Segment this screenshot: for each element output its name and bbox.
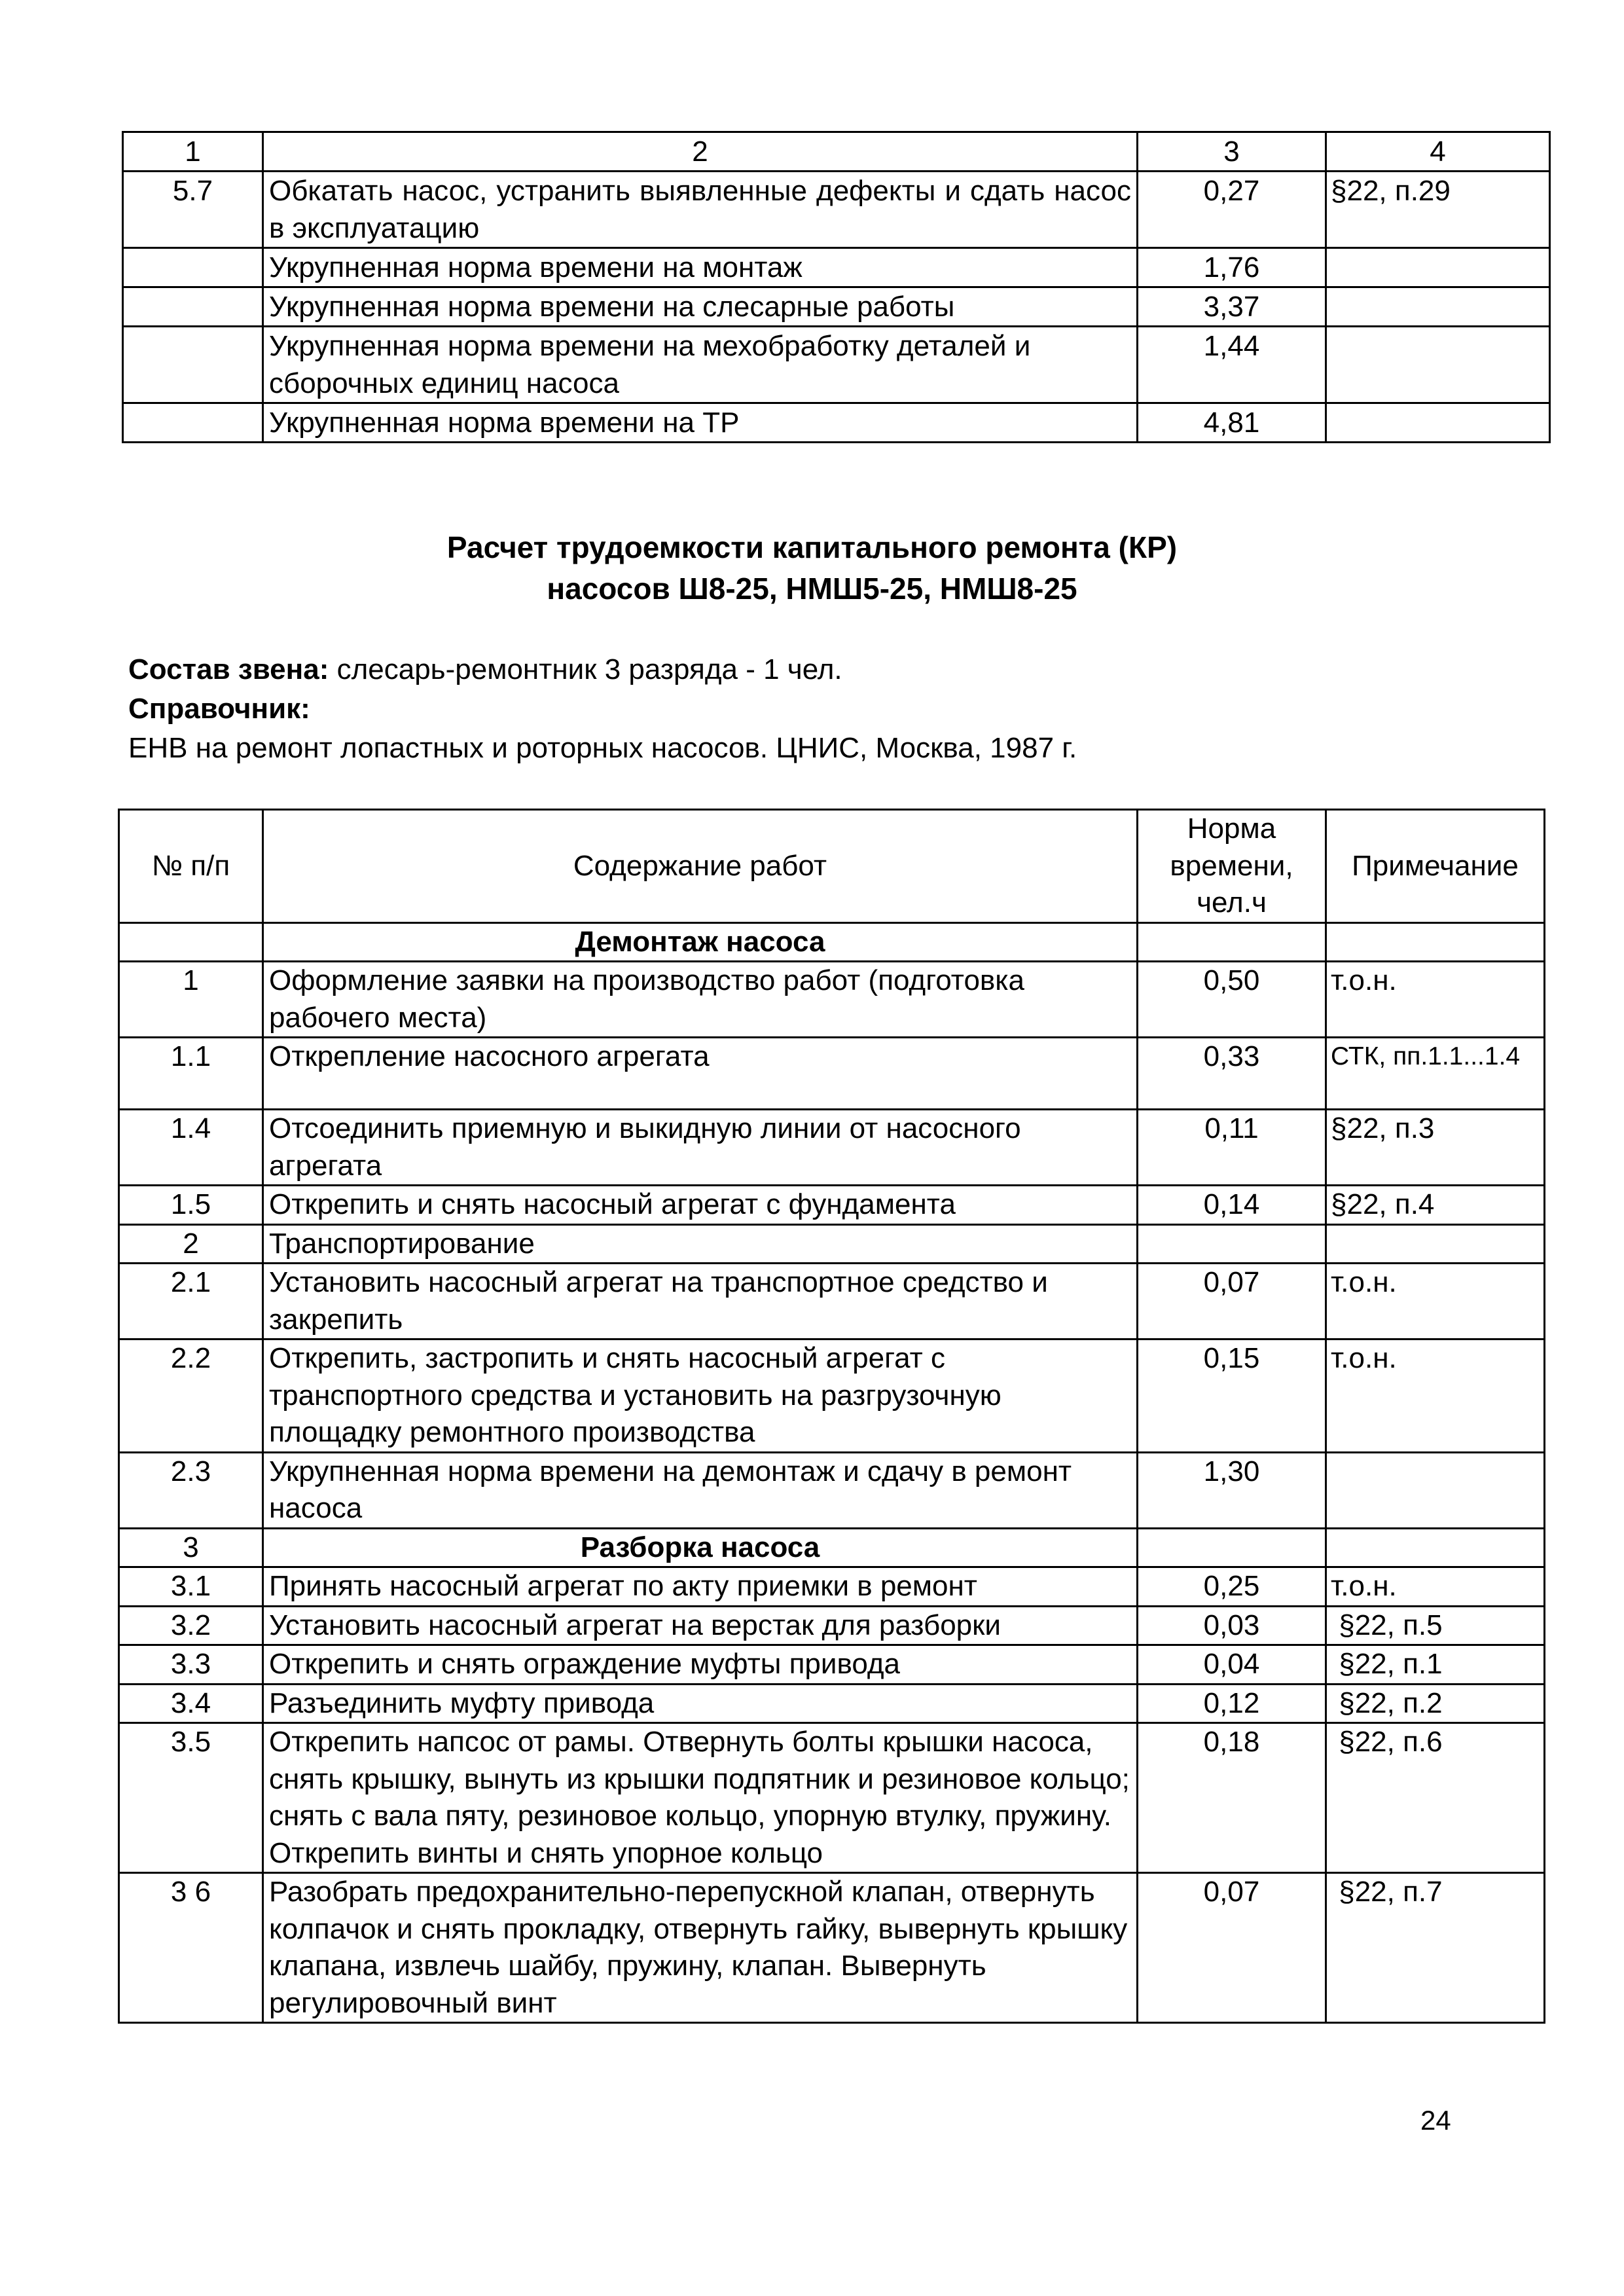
- row-note: §22, п.6: [1326, 1723, 1545, 1873]
- row-number: 2.2: [119, 1339, 263, 1453]
- row-note: [1326, 403, 1550, 443]
- row-note: т.о.н.: [1326, 1339, 1545, 1453]
- row-norm: 4,81: [1138, 403, 1326, 443]
- row-text: Транспортирование: [263, 1224, 1138, 1264]
- row-note: §22, п.5: [1326, 1606, 1545, 1645]
- table-row: [123, 248, 1550, 287]
- row-note: §22, п.3: [1326, 1110, 1545, 1186]
- row-number: 3.5: [119, 1723, 263, 1873]
- table-row: [119, 1186, 1545, 1225]
- row-number: 3.4: [119, 1684, 263, 1723]
- row-text: Открепление насосного агрегата: [263, 1038, 1138, 1110]
- row-number: 2.1: [119, 1264, 263, 1339]
- row-number: [123, 248, 263, 287]
- table-row: [119, 962, 1545, 1038]
- row-text: Разъединить муфту привода: [263, 1684, 1138, 1723]
- row-norm: [1138, 922, 1326, 962]
- row-text: Укрупненная норма времени на мехобработку деталей и сборочных единиц насоса: [263, 327, 1138, 403]
- table-row: [119, 1110, 1545, 1186]
- column-number: 3: [1138, 132, 1326, 172]
- row-note: т.о.н.: [1326, 962, 1545, 1038]
- table-row: [119, 1038, 1545, 1110]
- row-text: Открепить и снять насосный агрегат с фундамента: [263, 1186, 1138, 1225]
- row-norm: 0,04: [1138, 1645, 1326, 1685]
- row-number: 3 6: [119, 1873, 263, 2023]
- row-norm: 3,37: [1138, 287, 1326, 327]
- table-header-row: [123, 132, 1550, 172]
- row-note: §22, п.2: [1326, 1684, 1545, 1723]
- table-row: [119, 1264, 1545, 1339]
- row-norm: 0,25: [1138, 1567, 1326, 1607]
- row-text: Отсоединить приемную и выкидную линии от насосного агрегата: [263, 1110, 1138, 1186]
- row-text: Укрупненная норма времени на слесарные работы: [263, 287, 1138, 327]
- table-row: [119, 1723, 1545, 1873]
- header-num: № п/п: [119, 810, 263, 923]
- row-norm: [1138, 1528, 1326, 1567]
- row-norm: 1,76: [1138, 248, 1326, 287]
- row-note: СТК, пп.1.1...1.4: [1326, 1038, 1545, 1110]
- header-text: Содержание работ: [263, 810, 1138, 923]
- row-number: 3: [119, 1528, 263, 1567]
- table-row: [119, 1684, 1545, 1723]
- row-norm: 1,30: [1138, 1452, 1326, 1528]
- row-text: Обкатать насос, устранить выявленные дефекты и сдать насос в эксплуатацию: [263, 172, 1138, 248]
- row-norm: [1138, 1224, 1326, 1264]
- row-number: 1.5: [119, 1186, 263, 1225]
- row-norm: 0,07: [1138, 1264, 1326, 1339]
- row-text: Укрупненная норма времени на демонтаж и сдачу в ремонт насоса: [263, 1452, 1138, 1528]
- main-table: [118, 809, 1545, 2024]
- row-text: Разобрать предохранительно-перепускной клапан, отвернуть колпачок и снять прокладку, отвернуть гайку, вывернуть крышку клапана, извлечь шайбу, пружину, клапан. Вывернуть регулировочный винт: [263, 1873, 1138, 2023]
- row-norm: 0,12: [1138, 1684, 1326, 1723]
- row-note: [1326, 327, 1550, 403]
- table-row: [123, 172, 1550, 248]
- section-row: [119, 922, 1545, 962]
- row-norm: 0,03: [1138, 1606, 1326, 1645]
- table-row: [119, 1645, 1545, 1685]
- row-note: §22, п.29: [1326, 172, 1550, 248]
- row-number: 1.4: [119, 1110, 263, 1186]
- table-header-row: [119, 810, 1545, 923]
- row-number: 1.1: [119, 1038, 263, 1110]
- row-note: [1326, 287, 1550, 327]
- reference-label: [128, 691, 310, 727]
- row-note: [1326, 1528, 1545, 1567]
- row-number: [123, 287, 263, 327]
- crew-value: слесарь-ремонтник 3 разряда - 1 чел.: [329, 653, 842, 685]
- row-text: Оформление заявки на производство работ (подготовка рабочего места): [263, 962, 1138, 1038]
- table-row: [119, 1339, 1545, 1453]
- row-norm: 0,27: [1138, 172, 1326, 248]
- row-note: [1326, 248, 1550, 287]
- section-title: Демонтаж насоса: [263, 922, 1138, 962]
- row-norm: 0,33: [1138, 1038, 1326, 1110]
- row-number: 1: [119, 962, 263, 1038]
- row-note: §22, п.7: [1326, 1873, 1545, 2023]
- header-note: Примечание: [1326, 810, 1545, 923]
- table-row: [119, 1452, 1545, 1528]
- header-norm-line: времени,: [1170, 849, 1293, 882]
- section-row: [119, 1528, 1545, 1567]
- row-text: Укрупненная норма времени на монтаж: [263, 248, 1138, 287]
- row-norm: 0,50: [1138, 962, 1326, 1038]
- row-number: 2: [119, 1224, 263, 1264]
- row-number: 5.7: [123, 172, 263, 248]
- header-norm-line: чел.ч: [1197, 886, 1267, 919]
- crew-label: Состав звена:: [128, 653, 329, 685]
- table-row: [119, 1224, 1545, 1264]
- row-note: т.о.н.: [1326, 1264, 1545, 1339]
- row-norm: 1,44: [1138, 327, 1326, 403]
- row-note: т.о.н.: [1326, 1567, 1545, 1607]
- header-norm-line: Норма: [1187, 812, 1276, 845]
- row-note: [1326, 922, 1545, 962]
- row-text: Открепить и снять ограждение муфты привода: [263, 1645, 1138, 1685]
- table-row: [119, 1606, 1545, 1645]
- crew-line: [128, 651, 842, 688]
- row-note: [1326, 1452, 1545, 1528]
- page-number: 24: [1420, 2105, 1451, 2136]
- row-note: §22, п.4: [1326, 1186, 1545, 1225]
- row-norm: 0,15: [1138, 1339, 1326, 1453]
- row-note: [1326, 1224, 1545, 1264]
- top-table: [122, 131, 1551, 443]
- row-note: §22, п.1: [1326, 1645, 1545, 1685]
- row-norm: 0,18: [1138, 1723, 1326, 1873]
- row-text: Установить насосный агрегат на верстак для разборки: [263, 1606, 1138, 1645]
- page-title: Расчет трудоемкости капитального ремонта (КР): [446, 530, 1178, 564]
- row-text: Установить насосный агрегат на транспортное средство и закрепить: [263, 1264, 1138, 1339]
- column-number: 2: [263, 132, 1138, 172]
- column-number: 1: [123, 132, 263, 172]
- row-norm: 0,11: [1138, 1110, 1326, 1186]
- row-norm: 0,14: [1138, 1186, 1326, 1225]
- row-text: Открепить, застропить и снять насосный агрегат с транспортного средства и установить на разгрузочную площадку ремонтного производства: [263, 1339, 1138, 1453]
- reference-label-text: Справочник:: [128, 693, 310, 725]
- row-number: [123, 403, 263, 443]
- row-number: [119, 922, 263, 962]
- reference-value: ЕНВ на ремонт лопастных и роторных насосов. ЦНИС, Москва, 1987 г.: [128, 732, 1077, 764]
- row-number: 3.1: [119, 1567, 263, 1607]
- table-row: [119, 1873, 1545, 2023]
- table-row: [119, 1567, 1545, 1607]
- row-text: Открепить напсос от рамы. Отвернуть болты крышки насоса, снять крышку, вынуть из крышки подпятник и резиновое кольцо; снять с вала пяту, резиновое кольцо, упорную втулку, пружину. Открепить винты и снять упорное кольцо: [263, 1723, 1138, 1873]
- section-title: Разборка насоса: [263, 1528, 1138, 1567]
- row-norm: 0,07: [1138, 1873, 1326, 2023]
- row-number: [123, 327, 263, 403]
- page-subtitle: насосов Ш8-25, НМШ5-25, НМШ8-25: [547, 572, 1077, 606]
- row-number: 3.2: [119, 1606, 263, 1645]
- table-row: [123, 327, 1550, 403]
- header-norm: [1138, 810, 1326, 923]
- column-number: 4: [1326, 132, 1550, 172]
- table-row: [123, 403, 1550, 443]
- row-number: 3.3: [119, 1645, 263, 1685]
- row-text: Укрупненная норма времени на ТР: [263, 403, 1138, 443]
- row-number: 2.3: [119, 1452, 263, 1528]
- row-text: Принять насосный агрегат по акту приемки в ремонт: [263, 1567, 1138, 1607]
- table-row: [123, 287, 1550, 327]
